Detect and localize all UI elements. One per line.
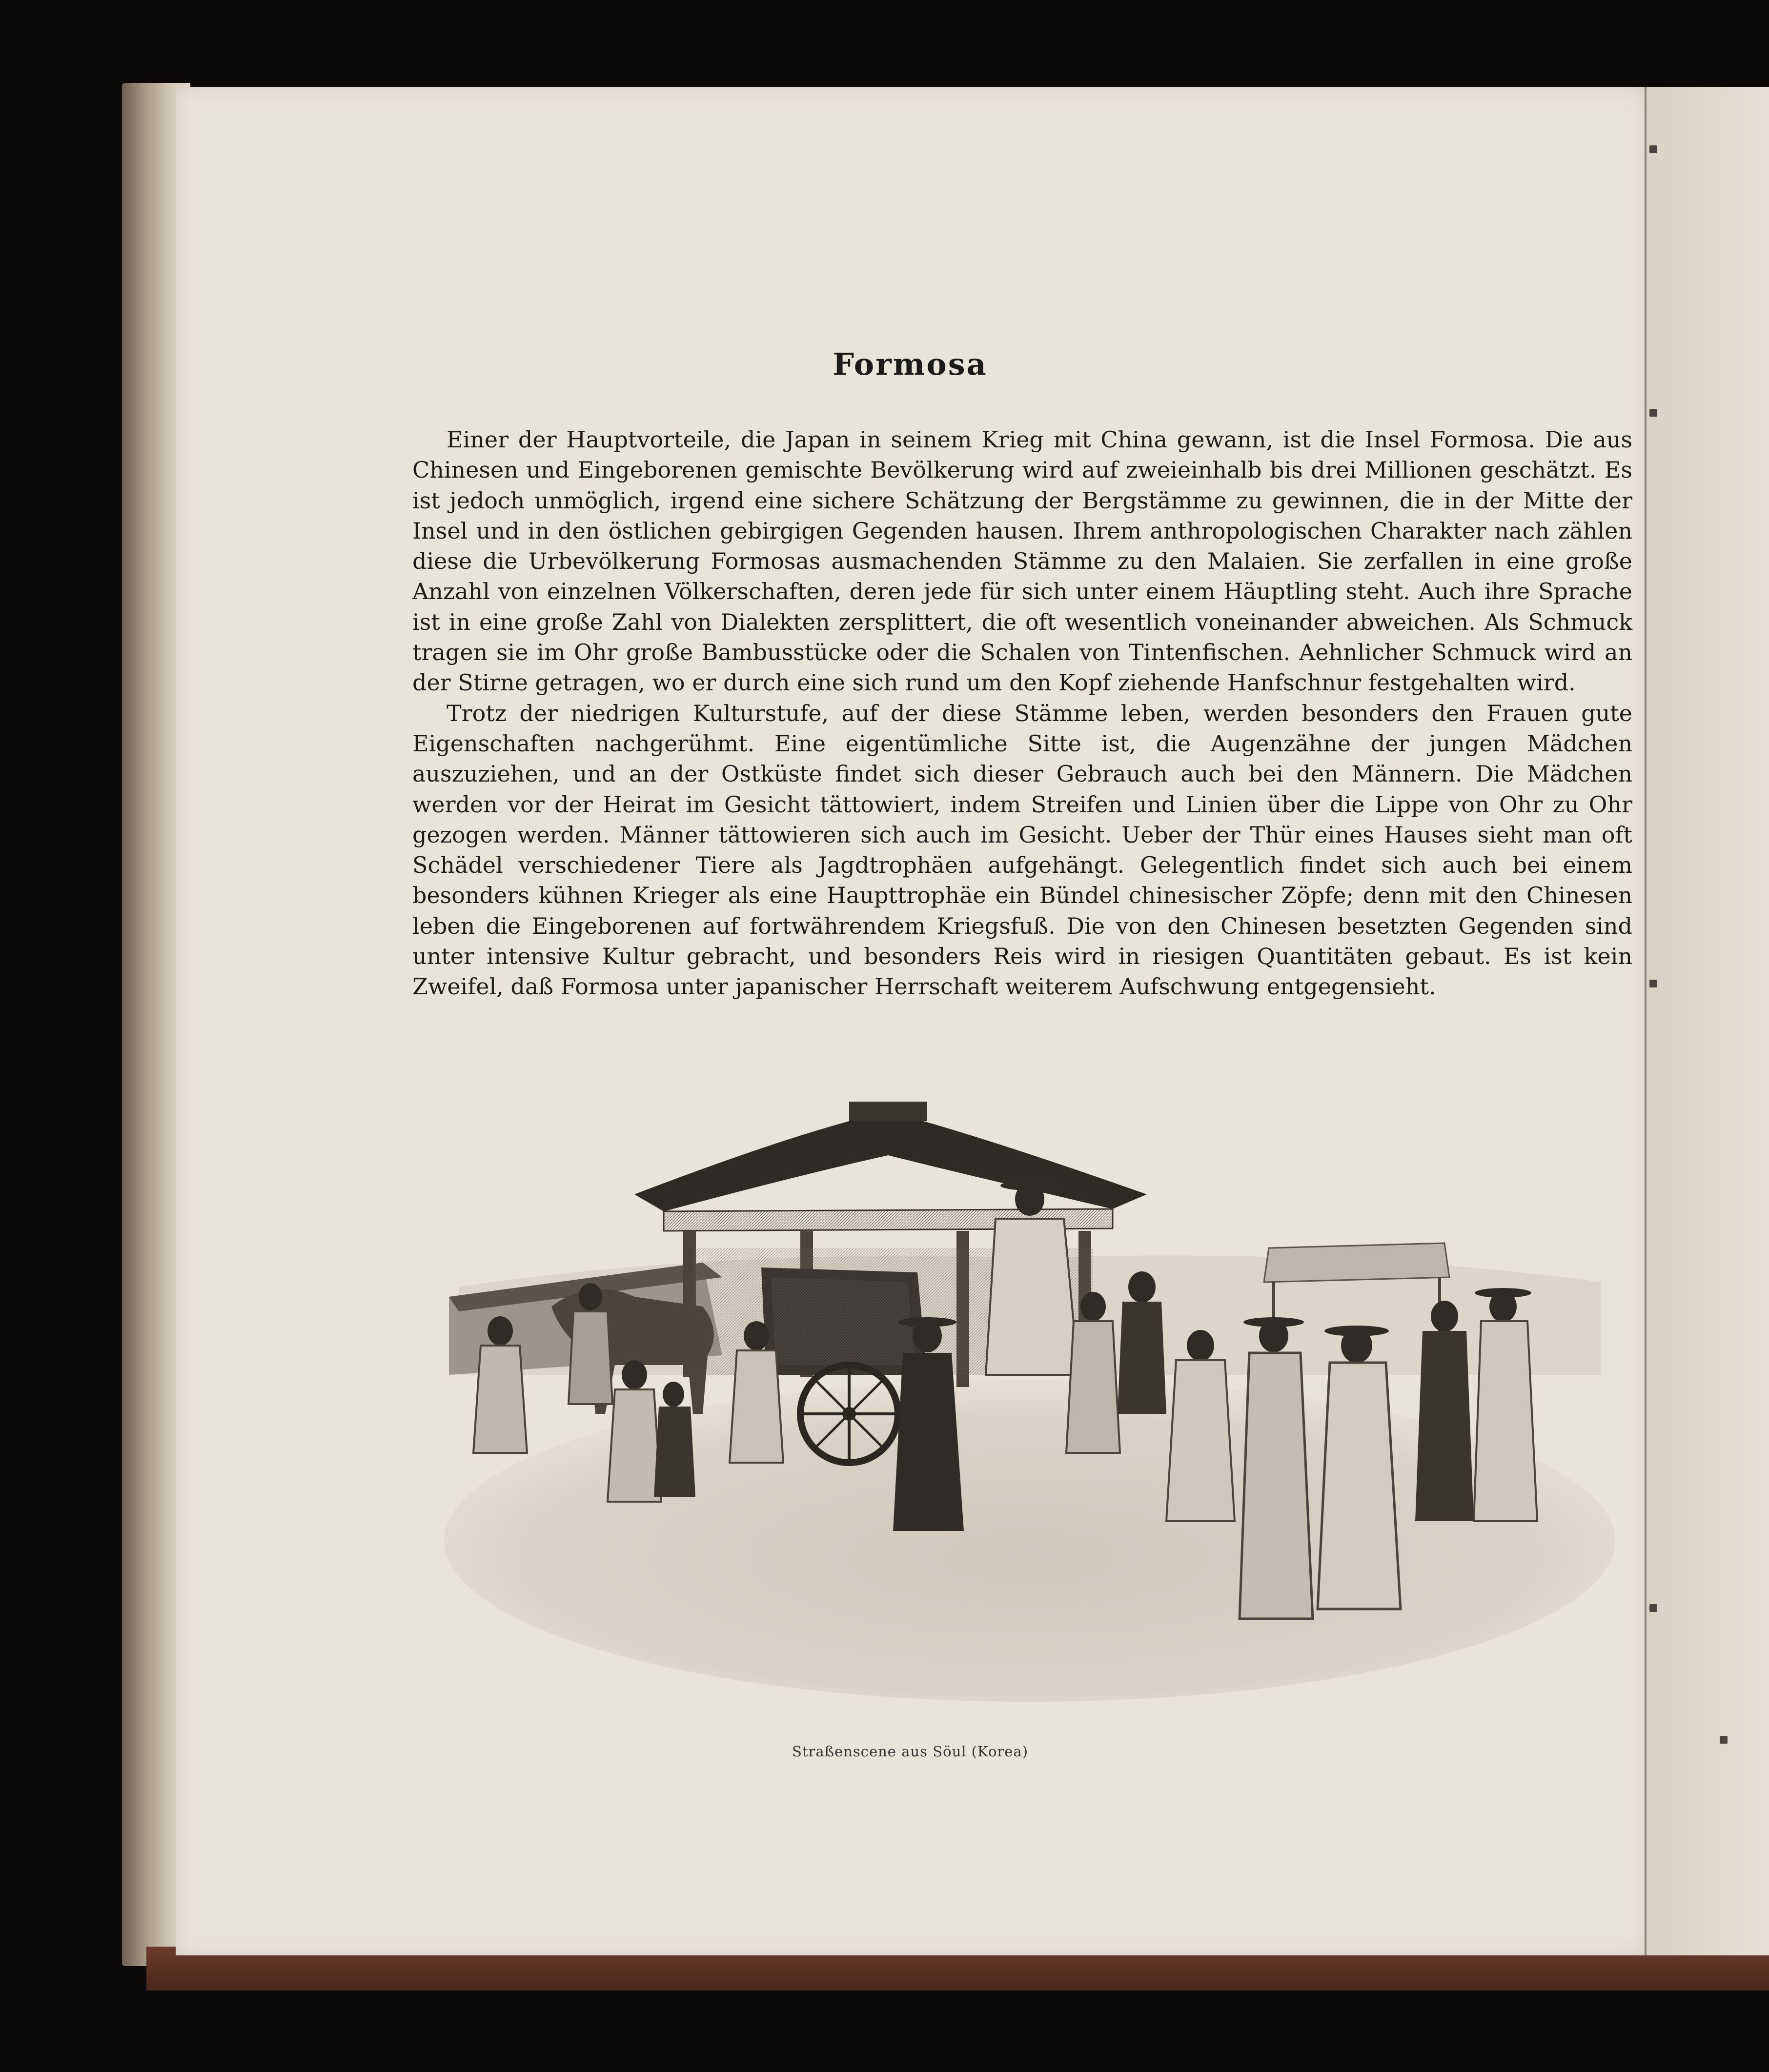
gutter-mark [1720,1736,1728,1744]
gutter-mark [1649,409,1657,417]
facing-page [1645,87,1769,1955]
paragraph-1: Einer der Hauptvorteile, die Japan in seinem Krieg mit China gewann, ist die Insel Formosa. Die aus Chinesen und Eingeborenen gemischte Bevölkerung wird auf zweieinhalb bis drei Millionen geschätzt. Es ist jedoch unmöglich, irgend eine sichere Schätzung der Bergstämme zu gewinnen, die in der Mitte der Insel und in den östlichen gebirgigen Gegenden hausen. Ihrem anthropologischen Charakter nach zählen diese die Urbevölkerung Formosas ausmachenden Stämme zu den Malaien. Sie zerfallen in eine große Anzahl von einzelnen Völkerschaften, deren jede für sich unter einem Häuptling steht. Auch ihre Sprache ist in eine große Zahl von Dialekten zersplittert, die oft wesentlich voneinander abweichen. Als Schmuck tragen sie im Ohr große Bambusstücke oder die Schalen von Tintenfischen. Aehnlicher Schmuck wird an der Stirne getragen, wo er durch eine sich rund um den Kopf ziehende Hanfschnur festgehalten wird. [412,426,1632,696]
illustration-caption: Straßenscene aus Söul (Korea) [792,1743,1029,1760]
gutter-mark [1649,145,1657,153]
paragraph-2: Trotz der niedrigen Kulturstufe, auf der diese Stämme leben, werden besonders den Frauen gute Eigenschaften nachgerühmt. Eine eigentümliche Sitte ist, die Augenzähne der jungen Mädchen auszuziehen, und an der Ostküste findet sich dieser Gebrauch auch bei den Männern. Die Mädchen werden vor der Heirat im Gesicht tättowiert, indem Streifen und Linien über die Lippe von Ohr zu Ohr gezogen werden. Männer tättowieren sich auch im Gesicht. Ueber der Thür eines Hauses sieht man oft Schädel verschiedener Tiere als Jagdtrophäen aufgehängt. Gelegentlich findet sich auch bei einem besonders kühnen Krieger als eine Haupttrophäe ein Bündel chinesischer Zöpfe; denn mit den Chinesen leben die Eingeborenen auf fortwährendem Kriegsfuß. Die von den Chinesen besetzten Gegenden sind unter intensive Kultur gebracht, und besonders Reis wird in riesigen Quantitäten gebaut. Es ist kein Zweifel, daß Formosa unter japanischer Herrschaft weiterem Aufschwung entgegensieht. [412,700,1632,1000]
article-body [412,424,1632,1002]
gutter-mark [1649,1604,1657,1612]
book-page [176,87,1645,1955]
gutter-mark [1649,980,1657,987]
street-scene-illustration [429,1102,1630,1731]
page-title: Formosa [833,346,988,382]
